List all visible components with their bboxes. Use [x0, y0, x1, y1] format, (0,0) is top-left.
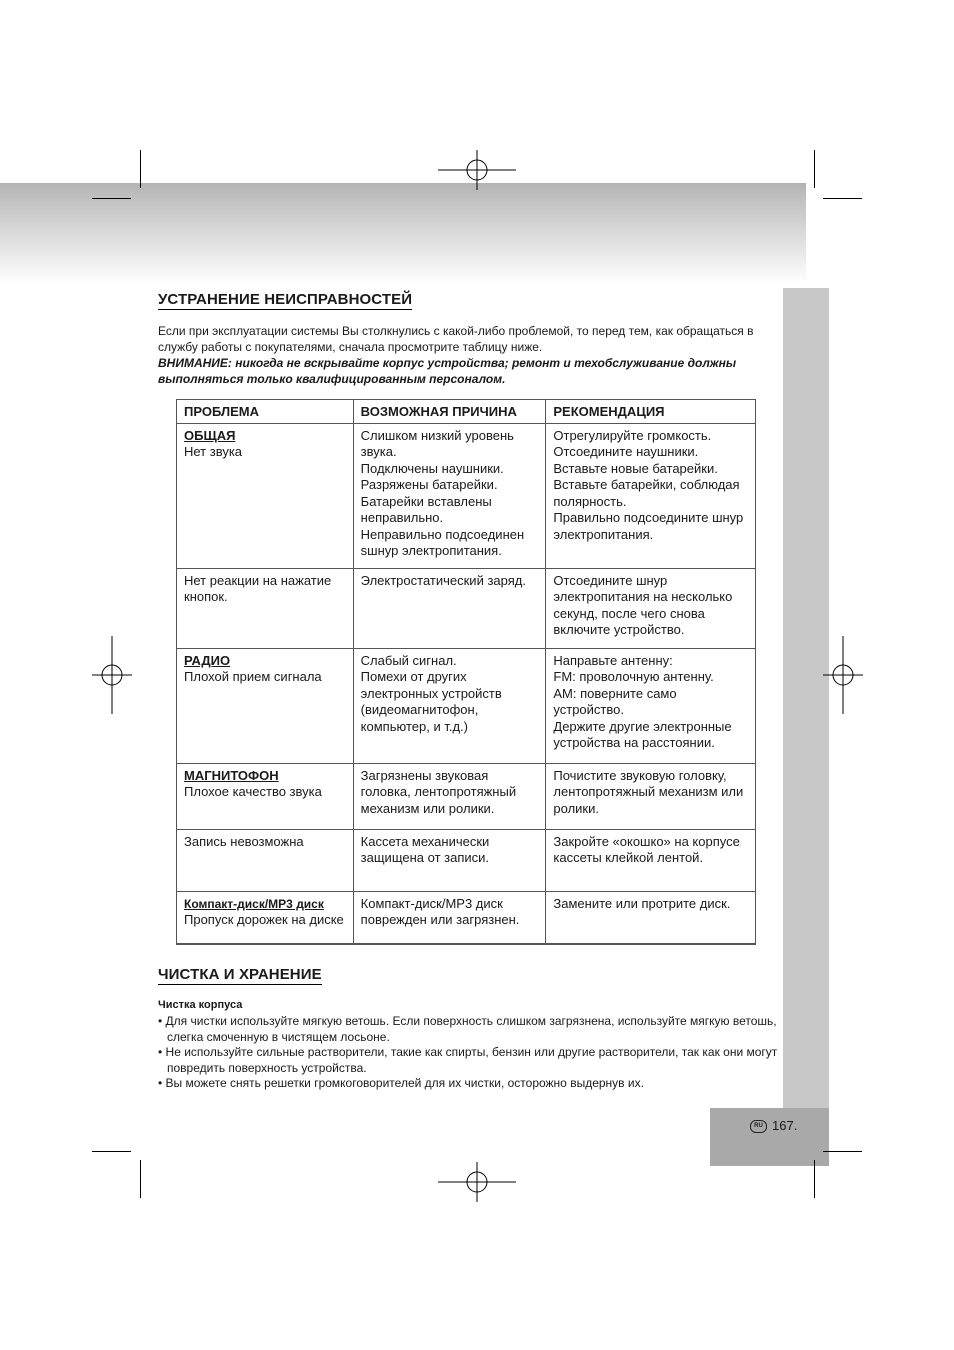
crop-mark	[92, 1151, 131, 1152]
solution-line: Вставьте батарейки, соблюдая полярность.	[553, 477, 740, 509]
crop-mark	[140, 1160, 141, 1198]
list-item: • Для чистки используйте мягкую ветошь. Если поверхность слишком загрязнена, используйте мягкую ветошь, слегка смоченную в чистящем лосьоне.	[158, 1014, 777, 1044]
language-badge: RU	[750, 1120, 767, 1133]
troubleshooting-table	[176, 399, 756, 945]
column-header-solution: РЕКОМЕНДАЦИЯ	[546, 400, 756, 424]
solution-line: Замените или протрите диск.	[553, 895, 731, 911]
table-row	[177, 829, 756, 891]
problem-cell	[177, 763, 354, 829]
list-item: • Вы можете снять решетки громкоговорителей для их чистки, осторожно выдернув их.	[158, 1076, 644, 1090]
problem-cell	[177, 568, 354, 648]
column-header-cause: ВОЗМОЖНАЯ ПРИЧИНА	[353, 400, 546, 424]
registration-mark-icon	[92, 636, 132, 714]
cause-cell	[353, 829, 546, 891]
table-row	[177, 568, 756, 648]
list-item: • Не используйте сильные растворители, такие как спирты, бензин или другие растворители, так как они могут повредить поверхность устройства.	[158, 1045, 778, 1075]
cleaning-title: ЧИСТКА И ХРАНЕНИЕ	[158, 966, 322, 983]
table-row	[177, 423, 756, 568]
page-number: 167.	[772, 1118, 798, 1133]
warning-text: ВНИМАНИЕ: никогда не вскрывайте корпус устройства; ремонт и техобслуживание должны выполняться только квалифицированным персоналом.	[158, 356, 737, 386]
problem-cell	[177, 648, 354, 763]
category-label: МАГНИТОФОН	[184, 767, 279, 783]
cause-line: Слабый сигнал.	[360, 652, 457, 668]
cause-cell	[353, 423, 546, 568]
problem-text: Запись невозможна	[184, 833, 304, 849]
cause-cell	[353, 891, 546, 944]
registration-mark-icon	[438, 150, 516, 190]
solution-line: Почистите звуковую головку, лентопротяжный механизм или ролики.	[553, 767, 744, 816]
solution-line: Вставьте новые батарейки.	[553, 460, 718, 476]
crop-mark	[140, 150, 141, 188]
cause-cell	[353, 648, 546, 763]
solution-cell	[546, 891, 756, 944]
problem-text: Нет звука	[184, 444, 243, 459]
cause-line: Кассета механически защищена от записи.	[360, 833, 490, 865]
cause-line: Загрязнены звуковая головка, лентопротяжный механизм или ролики.	[360, 767, 517, 816]
cause-line: Неправильно подсоединен sшнур электропитания.	[360, 526, 525, 558]
solution-line: Правильно подсоедините шнур электропитания.	[553, 510, 744, 542]
troubleshooting-title: УСТРАНЕНИЕ НЕИСПРАВНОСТЕЙ	[158, 291, 413, 308]
cause-cell	[353, 763, 546, 829]
cause-line: Подключены наушники.	[360, 460, 504, 476]
cause-line: Компакт-диск/MP3 диск поврежден или загрязнен.	[360, 895, 520, 927]
crop-mark	[92, 198, 131, 199]
crop-mark	[823, 1151, 862, 1152]
solution-line: Отрегулируйте громкость.	[553, 427, 712, 443]
cleaning-list	[158, 1014, 778, 1092]
registration-mark-icon	[438, 1162, 516, 1202]
cleaning-subtitle: Чистка корпуса	[158, 999, 243, 1011]
solution-line: AM: поверните само устройство.	[553, 685, 677, 717]
solution-cell	[546, 423, 756, 568]
solution-line: Отсоедините наушники.	[553, 444, 699, 459]
solution-cell	[546, 829, 756, 891]
problem-text: Плохой прием сигнала	[184, 669, 322, 684]
cause-line: Разряжены батарейки.	[360, 477, 498, 492]
solution-cell	[546, 648, 756, 763]
solution-line: Отсоедините шнур электропитания на несколько секунд, после чего снова включите устройство.	[553, 572, 733, 637]
cause-line: Электростатический заряд.	[360, 572, 526, 588]
intro-text: Если при эксплуатации системы Вы столкнулись с какой-либо проблемой, то перед тем, как обращаться в службу работы с покупателями, сначала просмотрите таблицу ниже.	[158, 324, 754, 354]
problem-cell	[177, 891, 354, 944]
crop-mark	[814, 150, 815, 188]
solution-line: Направьте антенну:	[553, 652, 673, 668]
problem-cell	[177, 423, 354, 568]
cause-line: Слишком низкий уровень звука.	[360, 427, 514, 459]
category-label: Компакт-диск/MP3 диск	[184, 896, 324, 911]
table-row	[177, 763, 756, 829]
solution-cell	[546, 763, 756, 829]
cause-line: Батарейки вставлены неправильно.	[360, 493, 492, 525]
solution-line: FM: проволочную антенну.	[553, 669, 714, 684]
table-row	[177, 891, 756, 944]
troubleshooting-intro	[158, 323, 758, 387]
category-label: РАДИО	[184, 652, 231, 668]
solution-line: Держите другие электронные устройства на расстоянии.	[553, 718, 732, 750]
problem-cell	[177, 829, 354, 891]
crop-mark	[823, 198, 862, 199]
cause-cell	[353, 568, 546, 648]
crop-mark	[814, 1160, 815, 1198]
category-label: ОБЩАЯ	[184, 427, 236, 443]
registration-mark-icon	[823, 636, 863, 714]
table-header-row	[177, 400, 756, 424]
problem-text: Плохое качество звука	[184, 784, 322, 799]
problem-text: Нет реакции на нажатие кнопок.	[184, 572, 332, 604]
column-header-problem: ПРОБЛЕМА	[177, 400, 354, 424]
page-number-tab	[710, 1108, 829, 1166]
solution-line: Закройте «окошко» на корпусе кассеты клейкой лентой.	[553, 833, 740, 865]
table-row	[177, 648, 756, 763]
solution-cell	[546, 568, 756, 648]
cause-line: Помехи от других электронных устройств (видеомагнитофон, компьютер, и т.д.)	[360, 669, 502, 734]
problem-text: Пропуск дорожек на диске	[184, 912, 344, 927]
